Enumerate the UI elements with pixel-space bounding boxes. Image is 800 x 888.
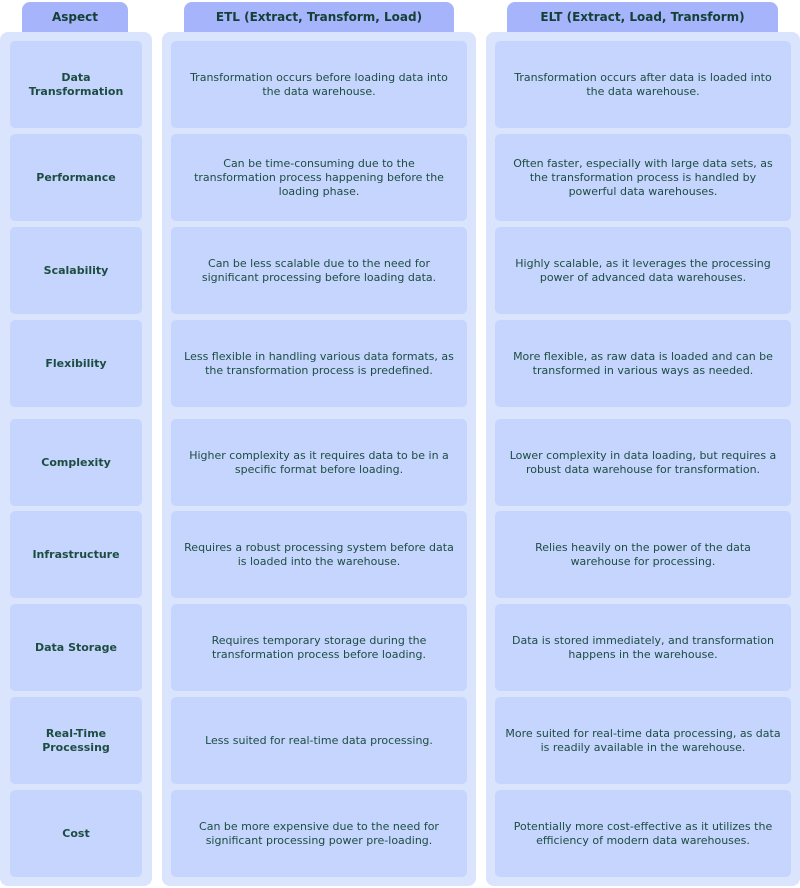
aspect-cell: Scalability [10, 227, 142, 314]
etl-cell: Higher complexity as it requires data to be in a specific format before loading. [171, 419, 467, 506]
elt-cell: Data is stored immediately, and transformation happens in the warehouse. [495, 604, 791, 691]
etl-cell: Less flexible in handling various data formats, as the transformation process is predefined. [171, 320, 467, 407]
etl-cell: Can be less scalable due to the need for significant processing before loading data. [171, 227, 467, 314]
elt-cell: Transformation occurs after data is loaded into the data warehouse. [495, 41, 791, 128]
elt-cell: More flexible, as raw data is loaded and can be transformed in various ways as needed. [495, 320, 791, 407]
etl-cell: Requires a robust processing system before data is loaded into the warehouse. [171, 511, 467, 598]
aspect-cell: Performance [10, 134, 142, 221]
etl-cell: Requires temporary storage during the transformation process before loading. [171, 604, 467, 691]
aspect-cell: Real-Time Processing [10, 697, 142, 784]
aspect-cell: Data Storage [10, 604, 142, 691]
etl-cell: Can be time-consuming due to the transformation process happening before the loading phase. [171, 134, 467, 221]
etl-cell: Transformation occurs before loading data into the data warehouse. [171, 41, 467, 128]
header-elt: ELT (Extract, Load, Transform) [507, 2, 778, 32]
header-etl: ETL (Extract, Transform, Load) [184, 2, 454, 32]
elt-cell: Highly scalable, as it leverages the processing power of advanced data warehouses. [495, 227, 791, 314]
elt-cell: Relies heavily on the power of the data warehouse for processing. [495, 511, 791, 598]
etl-cell: Less suited for real-time data processing. [171, 697, 467, 784]
elt-cell: More suited for real-time data processing, as data is readily available in the warehouse. [495, 697, 791, 784]
aspect-cell: Complexity [10, 419, 142, 506]
aspect-cell: Cost [10, 790, 142, 877]
aspect-cell: Flexibility [10, 320, 142, 407]
elt-cell: Often faster, especially with large data sets, as the transformation process is handled by powerful data warehouses. [495, 134, 791, 221]
header-aspect: Aspect [22, 2, 128, 32]
elt-cell: Lower complexity in data loading, but requires a robust data warehouse for transformation. [495, 419, 791, 506]
aspect-cell: Infrastructure [10, 511, 142, 598]
elt-cell: Potentially more cost-effective as it utilizes the efficiency of modern data warehouses. [495, 790, 791, 877]
aspect-cell: Data Transformation [10, 41, 142, 128]
etl-cell: Can be more expensive due to the need for significant processing power pre-loading. [171, 790, 467, 877]
